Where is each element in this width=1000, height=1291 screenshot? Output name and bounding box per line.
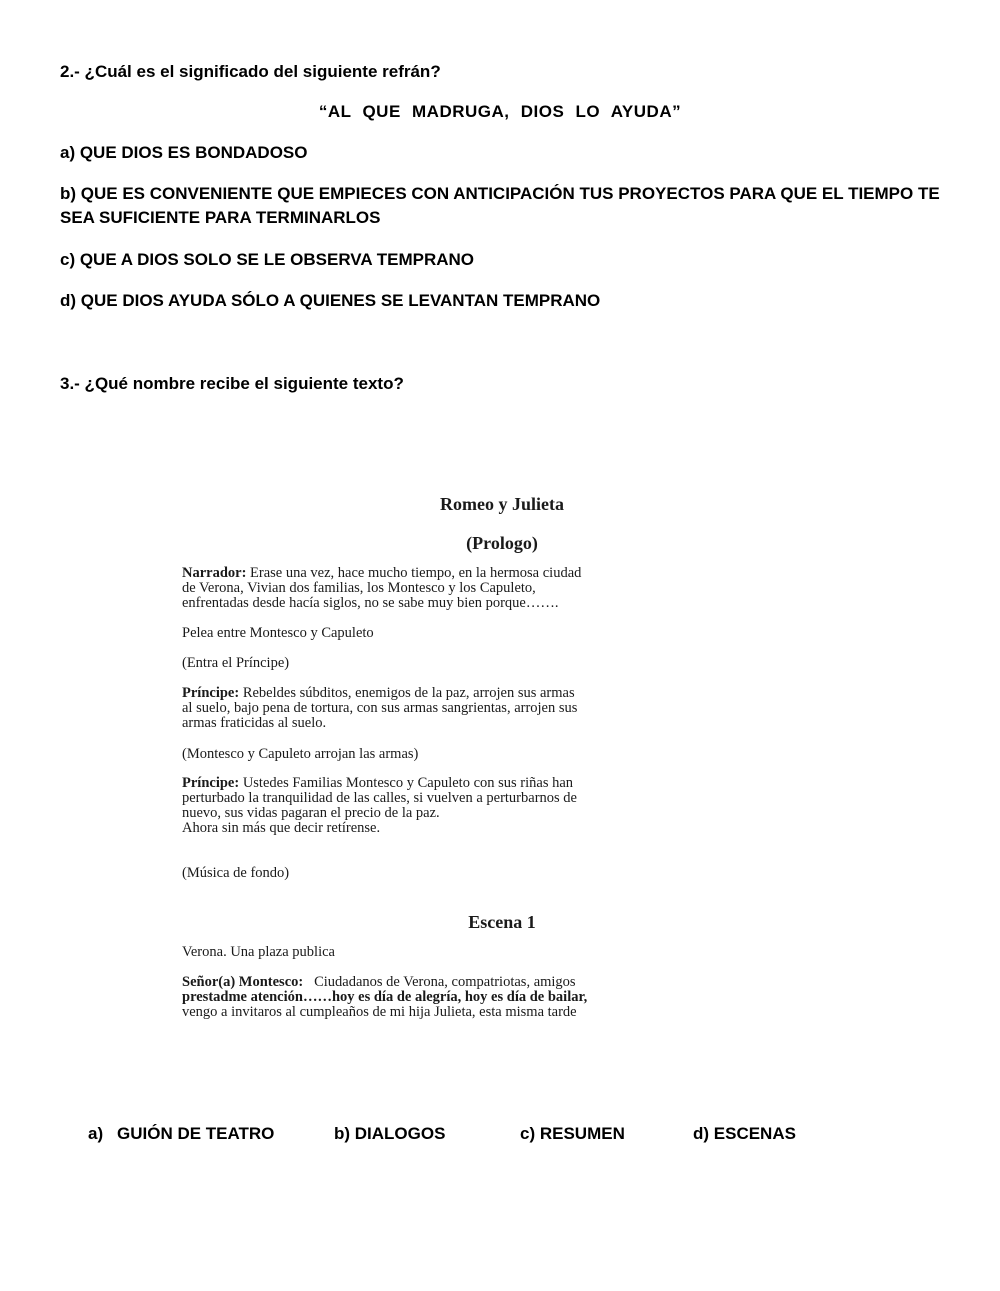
q3-option-b: b) DIALOGOS: [334, 1124, 446, 1143]
principe2-line-2: perturbado la tranquilidad de las calles, si vuelven a perturbarnos de: [182, 790, 577, 806]
scene-heading: Escena 1: [468, 912, 536, 932]
stage-direction-arrojan: (Montesco y Capuleto arrojan las armas): [182, 746, 419, 762]
q3-option-a-letter: a): [88, 1124, 104, 1143]
principe2-line-4: Ahora sin más que decir retírense.: [182, 820, 381, 836]
principe1-line-1: Rebeldes súbditos, enemigos de la paz, arrojen sus armas: [242, 685, 575, 701]
narrador-line-1: Erase una vez, hace mucho tiempo, en la hermosa ciudad: [250, 565, 582, 581]
principe-block-1: [182, 686, 842, 731]
stage-direction-entra: (Entra el Príncipe): [182, 655, 290, 671]
q2-option-c: c) QUE A DIOS SOLO SE LE OBSERVA TEMPRANO: [60, 250, 475, 269]
question-2-prompt: 2.- ¿Cuál es el significado del siguiente refrán?: [60, 62, 441, 81]
stage-direction-pelea: Pelea entre Montesco y Capuleto: [182, 625, 374, 641]
q2-option-d: d) QUE DIOS AYUDA SÓLO A QUIENES SE LEVANTAN TEMPRANO: [60, 291, 601, 310]
script-subtitle: (Prologo): [466, 533, 538, 553]
montesco-line-3: vengo a invitaros al cumpleaños de mi hija Julieta, esta misma tarde: [182, 1004, 577, 1020]
montesco-line-2: prestadme atención……hoy es día de alegría, hoy es día de bailar,: [182, 989, 588, 1005]
principe1-line-3: armas fraticidas al suelo.: [182, 715, 327, 731]
scene-location: Verona. Una plaza publica: [182, 944, 335, 960]
principe2-line-3: nuevo, sus vidas pagaran el precio de la paz.: [182, 805, 440, 821]
q3-option-a-text: GUIÓN DE TEATRO: [117, 1124, 275, 1143]
montesco-line-1: Ciudadanos de Verona, compatriotas, amigos: [314, 974, 576, 990]
speaker-montesco: Señor(a) Montesco:: [182, 974, 304, 990]
stage-direction-musica: (Música de fondo): [182, 865, 290, 881]
q2-option-a: a) QUE DIOS ES BONDADOSO: [60, 143, 308, 162]
speaker-narrador: Narrador:: [182, 565, 247, 581]
q2-option-b: b) QUE ES CONVENIENTE QUE EMPIECES CON ANTICIPACIÓN TUS PROYECTOS PARA QUE EL TIEMPO TE SEA SUFICIENTE PARA TERMINARLOS: [60, 184, 940, 227]
principe-block-2: [182, 776, 842, 836]
speaker-principe: Príncipe:: [182, 685, 240, 701]
principe1-line-2: al suelo, bajo pena de tortura, con sus armas sangrientas, arrojen sus: [182, 700, 578, 716]
q3-option-c: c) RESUMEN: [520, 1124, 625, 1143]
q3-option-d: d) ESCENAS: [693, 1124, 796, 1143]
script-title: Romeo y Julieta: [440, 494, 564, 514]
question-3-prompt: 3.- ¿Qué nombre recibe el siguiente texto?: [60, 374, 404, 393]
principe2-line-1: Ustedes Familias Montesco y Capuleto con sus riñas han: [242, 775, 574, 791]
montesco-block: [182, 975, 842, 1020]
narrador-block: [182, 566, 842, 611]
proverb: “AL QUE MADRUGA, DIOS LO AYUDA”: [318, 102, 682, 121]
narrador-line-2: de Verona, Vivian dos familias, los Montesco y los Capuleto,: [182, 580, 536, 596]
narrador-line-3: enfrentadas desde hacía siglos, no se sabe muy bien porque…….: [182, 595, 559, 611]
speaker-principe-2: Príncipe:: [182, 775, 240, 791]
